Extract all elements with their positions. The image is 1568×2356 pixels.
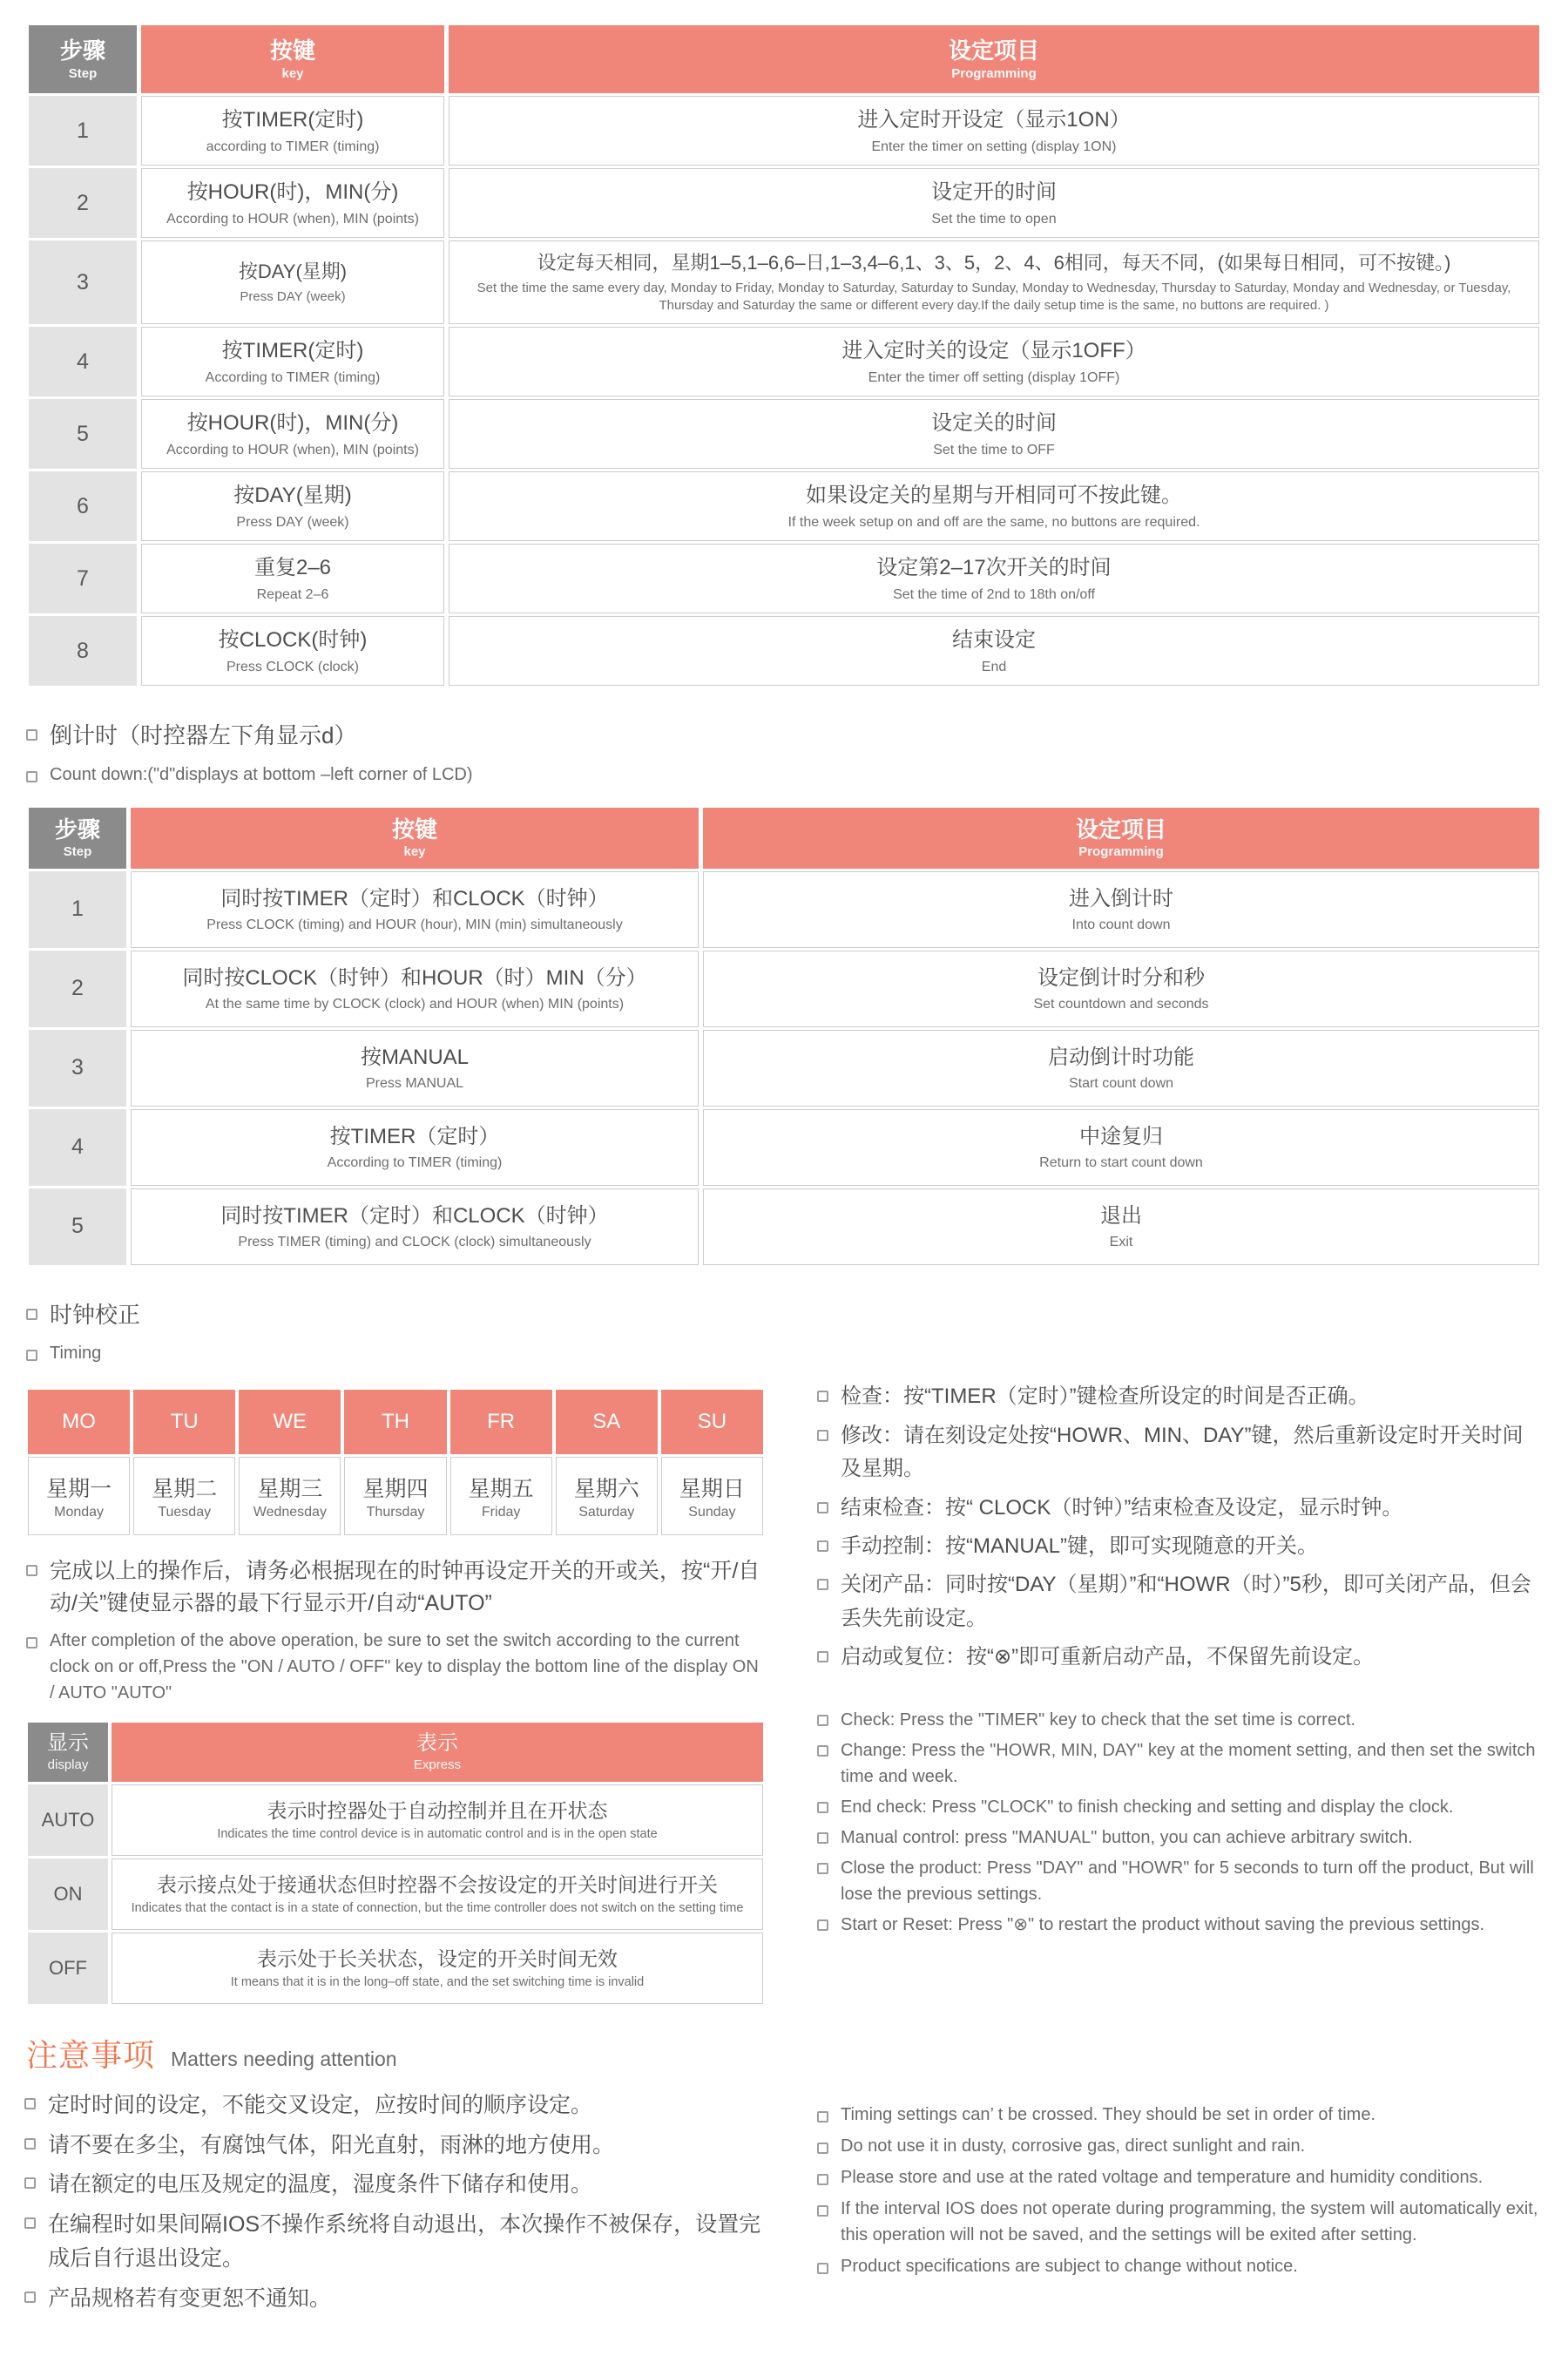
clock-correction-en	[26, 1340, 1544, 1366]
programming-zh: 如果设定关的星期与开相同可不按此键。	[806, 483, 1182, 507]
list-item	[817, 1568, 1544, 1635]
clock-correction-zh	[26, 1299, 1544, 1332]
weekday-zh: 星期五	[468, 1477, 534, 1502]
weekday-zh: 星期六	[573, 1477, 639, 1502]
table-row	[29, 327, 1539, 396]
bullet-square-icon	[817, 1651, 828, 1662]
key-zh: 按DAY(星期)	[238, 260, 348, 282]
after-week-en	[26, 1628, 767, 1706]
list-item	[817, 1707, 1544, 1733]
op-zh-text: 手动控制：按“MANUAL”键，即可实现随意的开关。	[841, 1533, 1319, 1558]
clock-correction-en-text: Timing	[50, 1344, 102, 1364]
note-en-text: Timing settings can’ t be crossed. They should be set in order of time.	[841, 2104, 1376, 2124]
bullet-square-icon	[24, 2177, 36, 2189]
note-en-text: If the interval IOS does not operate during programming, the system will automatically exit, this operation will not be saved, and the settings will be exited after setting.	[841, 2198, 1538, 2244]
op-en-text: Start or Reset: Press "⊗" to restart the product without saving the previous settings.	[841, 1914, 1485, 1934]
table-row	[29, 1188, 1539, 1265]
list-item	[817, 2253, 1544, 2279]
list-item	[24, 2282, 767, 2316]
bullet-square-icon	[24, 2098, 36, 2109]
key-header-en: key	[403, 844, 426, 860]
step-number-cell: 2	[29, 168, 137, 238]
op-zh-text: 关闭产品：同时按“DAY（星期）”和“HOWR（时）”5秒，即可关闭产品，但会丢失先前设定。	[841, 1573, 1531, 1630]
key-cell	[141, 616, 444, 686]
bullet-square-icon	[817, 1715, 828, 1726]
programming-zh: 进入定时开设定（显示1ON）	[857, 107, 1131, 132]
key-cell	[131, 1109, 699, 1186]
weekday-table	[24, 1387, 767, 1538]
meaning-en: It means that it is in the long–off state, and the set switching time is invalid	[230, 1975, 645, 1990]
table-row	[28, 1784, 763, 1856]
list-item	[817, 2133, 1544, 2159]
table-row	[29, 399, 1539, 469]
bullet-square-icon	[817, 2174, 828, 2185]
programming-zh: 进入定时关的设定（显示1OFF）	[841, 338, 1146, 362]
meaning-zh: 表示时控器处于自动控制并且在开状态	[267, 1799, 608, 1822]
bullet-square-icon	[817, 1391, 828, 1402]
weekday-cell	[661, 1457, 763, 1535]
programming-en: Start count down	[1068, 1076, 1174, 1092]
weekday-header: TH	[344, 1390, 446, 1454]
step-header-en: Step	[68, 65, 98, 81]
programming-cell	[703, 951, 1539, 1027]
note-zh-text: 请不要在多尘，有腐蚀气体，阳光直射，雨淋的地方使用。	[48, 2132, 615, 2157]
programming-en: Set the time the same every day, Monday to Friday, Monday to Saturday, Saturday to Sunday, Monday to Wednesday, Thursday to Saturday, Monday and Wednesday, or Tuesday, Thursday and Saturday the same or different every day.If the daily setup time is the same, no buttons are required. )	[476, 280, 1511, 313]
note-zh-text: 在编程时如果间隔IOS不操作系统将自动退出，本次操作不被保存，设置完成后自行退出设定。	[48, 2212, 761, 2271]
programming-en: Set countdown and seconds	[1033, 997, 1209, 1012]
bullet-square-icon	[26, 1309, 37, 1320]
step-number-cell: 2	[29, 951, 126, 1027]
bullet-square-icon	[817, 1919, 828, 1931]
weekday-en: Tuesday	[158, 1505, 212, 1520]
key-en: Press TIMER (timing) and CLOCK (clock) simultaneously	[238, 1235, 591, 1250]
key-zh: 同时按CLOCK（时钟）和HOUR（时）MIN（分）	[182, 965, 647, 990]
key-cell	[141, 240, 444, 324]
notes-title	[26, 2031, 1544, 2075]
op-zh-text: 结束检查：按“ CLOCK（时钟）”结束检查及设定，显示时钟。	[841, 1495, 1403, 1520]
bullet-square-icon	[817, 1579, 828, 1590]
list-item	[817, 1855, 1544, 1907]
key-cell	[141, 168, 444, 238]
key-cell	[141, 471, 444, 541]
bullet-square-icon	[26, 1565, 37, 1576]
programming-zh: 设定每天相同，星期1–5,1–6,6–日,1–3,4–6,1、3、5，2、4、6相同，每天不同，(如果每日相同，可不按键。)	[537, 251, 1451, 274]
programming-zh: 结束设定	[952, 627, 1036, 652]
bullet-square-icon	[26, 729, 37, 741]
key-zh: 同时按TIMER（定时）和CLOCK（时钟）	[220, 886, 609, 911]
programming-zh: 中途复归	[1079, 1124, 1163, 1148]
op-en-text: Check: Press the "TIMER" key to check that the set time is correct.	[841, 1709, 1356, 1730]
key-cell	[131, 871, 699, 948]
weekday-zh: 星期四	[362, 1477, 429, 1502]
programming-cell	[449, 96, 1539, 166]
step-header-cell	[29, 25, 137, 93]
key-header-en: key	[281, 65, 304, 81]
weekday-cell	[556, 1457, 658, 1535]
key-cell	[141, 96, 444, 166]
notes-en-list	[767, 2082, 1544, 2285]
key-zh: 按DAY(星期)	[233, 483, 352, 507]
programming-cell	[703, 1030, 1539, 1107]
table-row	[29, 1030, 1539, 1107]
key-zh: 同时按TIMER（定时）和CLOCK（时钟）	[220, 1203, 609, 1228]
notes-title-zh: 注意事项	[26, 2036, 156, 2073]
key-cell	[141, 399, 444, 469]
after-week-en-text: After completion of the above operation, be sure to set the switch according to the current clock on or off,Press the "ON / AUTO / OFF" key to display the bottom line of the display ON / AUTO "AUTO"	[50, 1630, 759, 1703]
bullet-square-icon	[24, 2292, 36, 2303]
list-item	[817, 1530, 1544, 1563]
list-item	[817, 1912, 1544, 1938]
notes-title-en: Matters needing attention	[171, 2047, 397, 2070]
after-week-zh-text: 完成以上的操作后，请务必根据现在的时钟再设定开关的开或关，按“开/自动/关”键使显示器的最下行显示开/自动“AUTO”	[50, 1559, 760, 1615]
table-row	[29, 240, 1539, 324]
bullet-square-icon	[817, 1540, 828, 1552]
table-row	[29, 951, 1539, 1027]
weekday-zh: 星期三	[257, 1477, 323, 1502]
bullet-square-icon	[817, 1863, 828, 1874]
table-row	[29, 96, 1539, 166]
weekday-cell	[450, 1457, 552, 1535]
bullet-square-icon	[817, 1802, 828, 1813]
programming-header-en: Programming	[1078, 844, 1164, 860]
weekday-cell	[28, 1457, 130, 1535]
note-zh-text: 定时时间的设定，不能交叉设定，应按时间的顺序设定。	[48, 2092, 593, 2117]
programming-zh: 设定关的时间	[931, 410, 1057, 435]
bullet-square-icon	[817, 2143, 828, 2154]
bullet-square-icon	[26, 771, 37, 782]
bullet-square-icon	[817, 1430, 828, 1441]
op-zh-text: 修改：请在刻设定处按“HOWR、MIN、DAY”键，然后重新设定时开关时间及星期。	[841, 1423, 1524, 1481]
programming-en: Set the time to open	[931, 211, 1057, 227]
step-number-cell: 4	[29, 327, 137, 396]
bullet-square-icon	[817, 1745, 828, 1757]
list-item	[817, 2196, 1544, 2248]
programming-header-cell	[703, 808, 1539, 869]
table-row	[29, 544, 1539, 613]
list-item	[24, 2089, 767, 2122]
table-row	[29, 616, 1539, 686]
list-item	[817, 2102, 1544, 2128]
key-zh: 按HOUR(时)，MIN(分)	[186, 410, 399, 435]
note-zh-text: 产品规格若有变更恕不通知。	[48, 2285, 332, 2311]
programming-cell	[703, 1188, 1539, 1265]
programming-zh: 进入倒计时	[1069, 886, 1173, 911]
notes-two-column-area	[24, 2082, 1544, 2322]
table1-header-row	[29, 25, 1539, 93]
weekday-zh: 星期一	[46, 1477, 112, 1502]
key-cell	[131, 1030, 699, 1107]
meaning-en: Indicates that the contact is in a state of connection, but the time controller does not switch on the setting time	[131, 1901, 744, 1916]
step-number-cell: 3	[29, 1030, 126, 1107]
programming-cell	[449, 399, 1539, 469]
programming-cell	[703, 1109, 1539, 1186]
key-zh: 按CLOCK(时钟)	[218, 627, 368, 652]
table-row	[29, 168, 1539, 238]
key-cell	[141, 327, 444, 396]
table2-header-row	[29, 808, 1539, 869]
bullet-square-icon	[26, 1637, 37, 1649]
weekday-cell	[239, 1457, 341, 1535]
programming-en: Enter the timer on setting (display 1ON)	[871, 139, 1117, 154]
list-item	[817, 1794, 1544, 1820]
key-en: At the same time by CLOCK (clock) and HOUR (when) MIN (points)	[205, 997, 625, 1012]
weekday-header: MO	[28, 1390, 130, 1454]
note-zh-text: 请在额定的电压及规定的温度，湿度条件下储存和使用。	[48, 2172, 593, 2197]
table-row	[29, 871, 1539, 948]
middle-two-column-area	[24, 1375, 1544, 2007]
table-row	[29, 471, 1539, 541]
programming-header-cell	[449, 25, 1539, 93]
list-item	[817, 1641, 1544, 1674]
key-en: Press DAY (week)	[240, 288, 346, 304]
display-state-label: OFF	[28, 1933, 108, 2004]
programming-zh: 设定倒计时分和秒	[1037, 965, 1205, 990]
right-column	[767, 1375, 1544, 1941]
table-row	[28, 1858, 763, 1930]
programming-cell	[449, 471, 1539, 541]
key-zh: 重复2–6	[253, 555, 332, 579]
bullet-square-icon	[24, 2217, 36, 2229]
weekday-en: Friday	[481, 1505, 521, 1520]
weekday-header-row	[28, 1390, 763, 1454]
programming-en: End	[981, 659, 1007, 674]
timer-program-steps-table	[24, 23, 1544, 688]
programming-header-en: Programming	[951, 65, 1037, 81]
key-cell	[131, 951, 699, 1027]
meaning-zh: 表示处于长关状态，设定的开关时间无效	[257, 1947, 618, 1970]
key-en: Repeat 2–6	[256, 586, 329, 602]
bullet-square-icon	[817, 1832, 828, 1844]
programming-cell	[449, 240, 1539, 324]
meaning-zh: 表示接点处于接通状态但时控器不会按设定的开关时间进行开关	[157, 1873, 718, 1896]
display-header-cell	[28, 1723, 108, 1782]
weekday-header: SA	[556, 1390, 658, 1454]
countdown-intro-en	[26, 762, 1544, 788]
countdown-steps-table	[24, 805, 1544, 1268]
weekday-en: Wednesday	[253, 1505, 327, 1520]
display-state-meaning	[112, 1933, 763, 2004]
bullet-square-icon	[24, 2138, 36, 2150]
key-en: According to TIMER (timing)	[205, 369, 381, 385]
weekday-header: WE	[239, 1390, 341, 1454]
key-cell	[131, 1188, 699, 1265]
list-item	[24, 2208, 767, 2276]
key-zh: 按HOUR(时)，MIN(分)	[186, 179, 399, 204]
display-state-label: ON	[28, 1858, 108, 1930]
weekday-header: SU	[661, 1390, 763, 1454]
programming-zh: 设定第2–17次开关的时间	[876, 555, 1112, 579]
key-en: Press DAY (week)	[236, 514, 349, 530]
op-en-text: Manual control: press "MANUAL" button, you can achieve arbitrary switch.	[841, 1827, 1413, 1847]
bullet-square-icon	[817, 2263, 828, 2274]
list-item	[817, 1419, 1544, 1486]
countdown-intro-en-text: Count down:("d"displays at bottom –left corner of LCD)	[50, 764, 473, 784]
display-state-meaning	[112, 1784, 763, 1856]
programming-en: If the week setup on and off are the same, no buttons are required.	[787, 514, 1200, 530]
bullet-square-icon	[817, 1502, 828, 1513]
step-number-cell: 1	[29, 96, 137, 166]
weekday-header: FR	[450, 1390, 552, 1454]
key-header-zh: 按键	[269, 37, 315, 64]
key-en: Press CLOCK (timing) and HOUR (hour), MIN (min) simultaneously	[206, 917, 623, 933]
programming-en: Into count down	[1071, 917, 1171, 933]
key-en: Press MANUAL	[365, 1076, 464, 1092]
operation-bullets-en	[817, 1707, 1544, 1938]
weekday-zh: 星期二	[152, 1477, 218, 1502]
list-item	[24, 2129, 767, 2163]
op-en-text: Change: Press the "HOWR, MIN, DAY" key at the moment setting, and then set the switch time and week.	[841, 1740, 1536, 1786]
left-column	[24, 1375, 767, 2007]
programming-en: Set the time of 2nd to 18th on/off	[893, 586, 1095, 602]
step-number-cell: 3	[29, 240, 137, 324]
weekday-en: Monday	[54, 1505, 105, 1520]
step-header-zh: 步骤	[54, 816, 100, 843]
note-en-text: Do not use it in dusty, corrosive gas, direct sunlight and rain.	[841, 2136, 1306, 2156]
key-en: Press CLOCK (clock)	[226, 659, 360, 674]
op-en-text: End check: Press "CLOCK" to finish checking and setting and display the clock.	[841, 1797, 1454, 1817]
programming-header-zh: 设定项目	[948, 37, 1039, 64]
key-zh: 按TIMER（定时）	[329, 1124, 500, 1148]
programming-cell	[703, 871, 1539, 948]
programming-header-zh: 设定项目	[1075, 816, 1166, 843]
note-en-text: Product specifications are subject to change without notice.	[841, 2256, 1298, 2276]
key-header-cell	[141, 25, 444, 93]
op-en-text: Close the product: Press "DAY" and "HOWR" for 5 seconds to turn off the product, But will lose the previous settings.	[841, 1858, 1534, 1904]
key-en: According to TIMER (timing)	[327, 1155, 503, 1171]
express-header-en: Express	[413, 1757, 462, 1773]
programming-en: Enter the timer off setting (display 1OFF)	[868, 369, 1120, 385]
list-item	[817, 1492, 1544, 1525]
notes-zh-list	[24, 2082, 767, 2322]
clock-correction-zh-text: 时钟校正	[50, 1301, 141, 1328]
step-number-cell: 6	[29, 471, 137, 541]
step-number-cell: 5	[29, 1188, 126, 1265]
programming-zh: 设定开的时间	[931, 179, 1057, 204]
key-cell	[141, 544, 444, 613]
display-state-label: AUTO	[28, 1784, 108, 1856]
meaning-en: Indicates the time control device is in automatic control and is in the open state	[217, 1827, 658, 1842]
bullet-square-icon	[817, 2111, 828, 2122]
key-header-zh: 按键	[391, 816, 437, 843]
programming-cell	[449, 616, 1539, 686]
key-en: according to TIMER (timing)	[206, 139, 380, 154]
step-number-cell: 1	[29, 871, 126, 948]
step-number-cell: 5	[29, 399, 137, 469]
step-number-cell: 7	[29, 544, 137, 613]
programming-zh: 启动倒计时功能	[1048, 1045, 1194, 1069]
key-en: According to HOUR (when), MIN (points)	[166, 211, 419, 227]
weekday-en: Saturday	[578, 1505, 635, 1520]
note-en-text: Please store and use at the rated voltage and temperature and humidity conditions.	[841, 2167, 1484, 2187]
key-zh: 按MANUAL	[360, 1045, 470, 1069]
bullet-square-icon	[26, 1350, 37, 1361]
express-header-cell	[112, 1723, 763, 1782]
step-header-zh: 步骤	[59, 37, 105, 64]
list-item	[817, 1825, 1544, 1851]
weekday-header: TU	[133, 1390, 235, 1454]
list-item	[817, 1380, 1544, 1413]
key-en: According to HOUR (when), MIN (points)	[166, 442, 419, 457]
step-header-en: Step	[63, 844, 92, 860]
display-header-row	[28, 1723, 763, 1782]
programming-cell	[449, 168, 1539, 238]
op-zh-text: 启动或复位：按“⊗”即可重新启动产品，不保留先前设定。	[841, 1645, 1375, 1669]
step-header-cell	[29, 808, 126, 869]
step-number-cell: 4	[29, 1109, 126, 1186]
step-number-cell: 8	[29, 616, 137, 686]
list-item	[817, 1737, 1544, 1790]
table-row	[28, 1933, 763, 2004]
weekday-en: Thursday	[366, 1505, 425, 1520]
programming-en: Set the time to OFF	[933, 442, 1055, 457]
after-week-zh	[26, 1555, 767, 1619]
weekday-cell	[133, 1457, 235, 1535]
programming-cell	[449, 544, 1539, 613]
weekday-body-row	[28, 1457, 763, 1535]
display-header-en: display	[47, 1757, 89, 1773]
express-header-zh: 表示	[416, 1731, 458, 1756]
key-zh: 按TIMER(定时)	[221, 338, 364, 362]
weekday-cell	[344, 1457, 446, 1535]
list-item	[24, 2168, 767, 2202]
programming-cell	[449, 327, 1539, 396]
operation-bullets-zh	[817, 1380, 1544, 1674]
key-header-cell	[131, 808, 699, 869]
programming-zh: 退出	[1100, 1203, 1142, 1228]
display-state-meaning	[112, 1858, 763, 1930]
key-zh: 按TIMER(定时)	[221, 107, 364, 132]
countdown-intro-zh-text: 倒计时（时控器左下角显示d）	[50, 722, 357, 748]
display-states-table	[24, 1720, 767, 2007]
weekday-en: Sunday	[688, 1505, 736, 1520]
programming-en: Return to start count down	[1039, 1155, 1203, 1171]
table-row	[29, 1109, 1539, 1186]
weekday-zh: 星期日	[679, 1477, 745, 1502]
list-item	[817, 2164, 1544, 2190]
display-header-zh: 显示	[47, 1731, 89, 1756]
op-zh-text: 检查：按“TIMER（定时）”键检查所设定的时间是否正确。	[841, 1384, 1369, 1409]
programming-en: Exit	[1109, 1235, 1133, 1250]
countdown-intro-zh	[26, 720, 1544, 753]
bullet-square-icon	[817, 2205, 828, 2217]
